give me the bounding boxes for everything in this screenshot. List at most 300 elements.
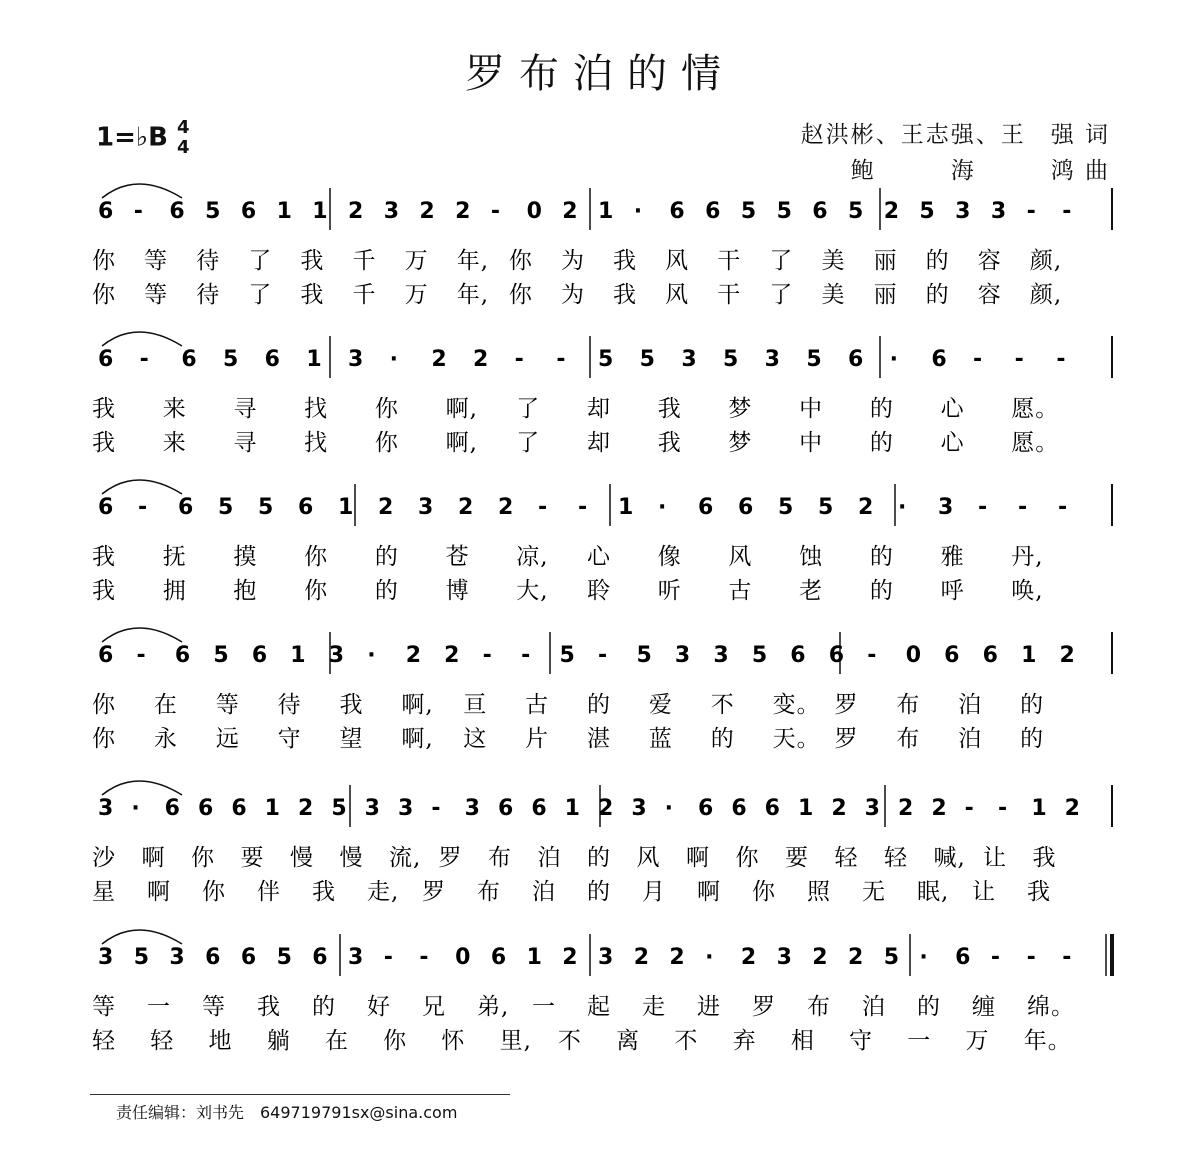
lyric-syllable: 罗 bbox=[752, 994, 776, 1020]
note: 6 bbox=[98, 347, 114, 372]
note: 2 bbox=[348, 199, 364, 224]
note: 2 bbox=[931, 796, 947, 821]
lyric-syllable: 轻 bbox=[884, 845, 908, 871]
note: - bbox=[138, 495, 148, 520]
slur bbox=[102, 480, 182, 494]
lyric-syllable: 等 bbox=[144, 248, 169, 274]
note: - bbox=[1026, 945, 1036, 970]
lyric-syllable: 等 bbox=[202, 994, 226, 1020]
lyric-syllable: 你 bbox=[92, 282, 116, 308]
lyric-syllable: 守 bbox=[277, 726, 302, 752]
note: 2 bbox=[378, 495, 394, 520]
lyric-syllable: 万 bbox=[404, 248, 429, 274]
lyric-syllable: 的 bbox=[1020, 692, 1045, 718]
note: - bbox=[383, 945, 393, 970]
lyric-syllable: 博 bbox=[445, 578, 470, 604]
note: 2 bbox=[848, 945, 864, 970]
note: 5 bbox=[205, 199, 221, 224]
lyric-syllable: 啊 bbox=[697, 879, 721, 905]
lyric-syllable: 美 bbox=[821, 282, 846, 308]
note: 6 bbox=[251, 643, 268, 668]
lyric-syllable: 你 bbox=[92, 726, 116, 752]
note: 3 bbox=[713, 643, 729, 668]
note: 6 bbox=[764, 796, 780, 821]
note: 5 bbox=[639, 347, 655, 372]
footer-editor: 责任编辑：刘书先 649719791sx@sina.com bbox=[116, 1103, 458, 1122]
note: 3 bbox=[598, 945, 614, 970]
lyric-syllable: 待 bbox=[277, 692, 302, 718]
lyric-syllable: 啊, bbox=[445, 430, 478, 456]
lyric-syllable: 走, bbox=[367, 879, 400, 905]
lyric-syllable: 永 bbox=[153, 726, 178, 752]
note: 5 bbox=[806, 347, 822, 372]
lyric-syllable: 一 bbox=[147, 994, 171, 1020]
lyric-syllable: 啊 bbox=[686, 845, 710, 871]
lyric-syllable: 让 bbox=[983, 845, 1007, 871]
note: 5 bbox=[751, 643, 768, 668]
note: - bbox=[514, 347, 524, 372]
lyric-syllable: 这 bbox=[463, 726, 488, 752]
note: 3 bbox=[348, 347, 364, 372]
note: 2 bbox=[562, 199, 578, 224]
note: - bbox=[431, 796, 441, 821]
lyric-syllable: 为 bbox=[560, 248, 585, 274]
note: 2 bbox=[298, 796, 314, 821]
note: - bbox=[1058, 495, 1068, 520]
note: 3 bbox=[764, 347, 780, 372]
note: - bbox=[978, 495, 988, 520]
note: - bbox=[1056, 347, 1066, 372]
lyric-syllable: 流, bbox=[389, 845, 422, 871]
note: 5 bbox=[848, 199, 864, 224]
slur bbox=[102, 184, 182, 198]
note: - bbox=[998, 796, 1008, 821]
note: 5 bbox=[276, 945, 292, 970]
note: 6 bbox=[181, 347, 197, 372]
meter-denominator: 4 bbox=[177, 137, 190, 158]
note: 5 bbox=[723, 347, 739, 372]
lyric-syllable: 雅 bbox=[940, 544, 965, 570]
note: 6 bbox=[731, 796, 747, 821]
lyric-syllable: 轻 bbox=[92, 1028, 116, 1054]
lyric-syllable: 聆 bbox=[587, 578, 611, 604]
lyric-syllable: 躺 bbox=[266, 1028, 291, 1054]
lyric-syllable: 啊 bbox=[141, 845, 166, 871]
lyric-syllable: 离 bbox=[616, 1028, 641, 1054]
lyric-syllable: 我 bbox=[339, 692, 364, 718]
note: - bbox=[1062, 945, 1072, 970]
lyric-syllable: 了 bbox=[248, 248, 273, 274]
note: - bbox=[990, 945, 1000, 970]
lyric-syllable: 眠, bbox=[917, 879, 950, 905]
note: 2 bbox=[669, 945, 685, 970]
lyric-syllable: 中 bbox=[799, 430, 824, 456]
lyric-syllable: 的 bbox=[925, 248, 950, 274]
note: 2 bbox=[458, 495, 474, 520]
note: 3 bbox=[169, 945, 185, 970]
lyric-syllable: 你 bbox=[508, 282, 533, 308]
composer-credit: 鲍 海 鸿 曲 bbox=[850, 158, 1110, 184]
lyric-syllable: 弃 bbox=[732, 1028, 757, 1054]
lyric-syllable: 泊 bbox=[862, 994, 886, 1020]
lyric-syllable: 梦 bbox=[728, 430, 753, 456]
lyric-syllable: 我 bbox=[312, 879, 336, 905]
note: 0 bbox=[905, 643, 922, 668]
lyric-syllable: 兄 bbox=[422, 994, 446, 1020]
note: 6 bbox=[738, 495, 754, 520]
lyric-syllable: 不 bbox=[710, 692, 735, 718]
note: 3 bbox=[938, 495, 954, 520]
note: 5 bbox=[740, 199, 757, 224]
note: 2 bbox=[633, 945, 650, 970]
note: 6 bbox=[490, 945, 507, 970]
note: 5 bbox=[559, 643, 575, 668]
lyricist-credit: 赵洪彬、王志强、王 强 词 bbox=[800, 122, 1110, 148]
note: 1 bbox=[264, 796, 280, 821]
lyric-syllable: 你 bbox=[92, 248, 116, 274]
lyric-syllable: 罗 bbox=[438, 845, 463, 871]
lyric-syllable: 泊 bbox=[958, 692, 983, 718]
lyric-syllable: 片 bbox=[525, 726, 550, 752]
note: 1 bbox=[598, 199, 614, 224]
lyric-syllable: 年, bbox=[456, 248, 490, 274]
lyric-syllable: 风 bbox=[636, 845, 661, 871]
lyric-syllable: 风 bbox=[665, 248, 690, 274]
lyric-syllable: 星 bbox=[92, 879, 116, 905]
lyric-syllable: 为 bbox=[560, 282, 585, 308]
lyric-syllable: 伴 bbox=[257, 879, 281, 905]
note: 3 bbox=[418, 495, 434, 520]
note: 2 bbox=[1059, 643, 1075, 668]
note: - bbox=[538, 495, 548, 520]
lyric-syllable: 你 bbox=[735, 845, 760, 871]
note: 2 bbox=[473, 347, 489, 372]
slur bbox=[102, 781, 182, 795]
note: 5 bbox=[776, 199, 792, 224]
lyric-syllable: 你 bbox=[374, 430, 399, 456]
lyric-syllable: 丽 bbox=[873, 248, 898, 274]
lyric-syllable: 我 bbox=[300, 248, 325, 274]
lyric-syllable: 风 bbox=[665, 282, 690, 308]
lyric-syllable: 来 bbox=[162, 396, 187, 422]
note: 1 bbox=[290, 643, 306, 668]
lyric-syllable: 抚 bbox=[162, 544, 187, 570]
note: 6 bbox=[790, 643, 806, 668]
lyric-syllable: 让 bbox=[972, 879, 996, 905]
lyric-syllable: 我 bbox=[92, 396, 116, 422]
lyric-syllable: 的 bbox=[869, 544, 894, 570]
lyric-syllable: 远 bbox=[215, 726, 240, 752]
lyric-syllable: 守 bbox=[849, 1028, 874, 1054]
lyric-syllable: 老 bbox=[799, 578, 824, 604]
note: 6 bbox=[178, 495, 194, 520]
lyric-syllable: 地 bbox=[208, 1028, 233, 1054]
lyric-syllable: 的 bbox=[587, 845, 611, 871]
note: 3 bbox=[681, 347, 697, 372]
lyric-syllable: 变。 bbox=[772, 692, 821, 718]
lyric-syllable: 我 bbox=[92, 544, 116, 570]
note: 2 bbox=[883, 199, 900, 224]
lyric-syllable: 呼 bbox=[940, 578, 965, 604]
lyric-syllable: 你 bbox=[304, 544, 329, 570]
lyric-syllable: 容 bbox=[977, 248, 1002, 274]
lyric-syllable: 罗 bbox=[422, 879, 446, 905]
note: 6 bbox=[98, 495, 114, 520]
lyric-syllable: 啊 bbox=[147, 879, 171, 905]
lyric-syllable: 起 bbox=[587, 994, 611, 1020]
note: 6 bbox=[812, 199, 828, 224]
note: 2 bbox=[405, 643, 422, 668]
note: - bbox=[867, 643, 877, 668]
note: · bbox=[889, 347, 899, 372]
note: 6 bbox=[955, 945, 971, 970]
lyric-syllable: 不 bbox=[674, 1028, 699, 1054]
lyric-syllable: 容 bbox=[977, 282, 1002, 308]
note: 3 bbox=[955, 199, 971, 224]
lyric-syllable: 苍 bbox=[445, 544, 470, 570]
note: 6 bbox=[828, 643, 845, 668]
note: 3 bbox=[383, 199, 400, 224]
note: 3 bbox=[98, 945, 114, 970]
lyric-syllable: 的 bbox=[917, 994, 941, 1020]
lyric-syllable: 我 bbox=[300, 282, 325, 308]
note: 5 bbox=[218, 495, 234, 520]
lyric-syllable: 罗 bbox=[834, 692, 859, 718]
note: 1 bbox=[312, 199, 328, 224]
lyric-syllable: 照 bbox=[807, 879, 831, 905]
note: · bbox=[705, 945, 714, 970]
lyric-syllable: 摸 bbox=[233, 544, 258, 570]
lyric-syllable: 心 bbox=[940, 396, 965, 422]
note: 6 bbox=[164, 796, 180, 821]
lyric-syllable: 的 bbox=[374, 544, 399, 570]
note: 5 bbox=[133, 945, 150, 970]
note: 5 bbox=[778, 495, 794, 520]
note: · bbox=[389, 347, 399, 372]
note: 1 bbox=[564, 796, 580, 821]
note: 6 bbox=[298, 495, 314, 520]
note: 2 bbox=[431, 347, 447, 372]
lyric-syllable: 在 bbox=[153, 692, 178, 718]
note: 3 bbox=[990, 199, 1007, 224]
note: - bbox=[598, 643, 608, 668]
note: 2 bbox=[444, 643, 460, 668]
note: 5 bbox=[258, 495, 274, 520]
lyric-syllable: 待 bbox=[196, 248, 221, 274]
lyric-syllable: 你 bbox=[374, 396, 399, 422]
lyric-syllable: 不 bbox=[557, 1028, 582, 1054]
lyric-syllable: 我 bbox=[92, 430, 116, 456]
note: 6 bbox=[698, 796, 714, 821]
note: · bbox=[658, 495, 667, 520]
lyric-syllable: 爱 bbox=[648, 692, 673, 718]
lyric-syllable: 年, bbox=[456, 282, 490, 308]
note: 5 bbox=[223, 347, 239, 372]
note: 5 bbox=[213, 643, 229, 668]
note: 6 bbox=[705, 199, 721, 224]
lyric-syllable: 了 bbox=[769, 282, 794, 308]
lyric-syllable: 唤, bbox=[1011, 578, 1044, 604]
note: - bbox=[1026, 199, 1036, 224]
lyric-syllable: 布 bbox=[477, 879, 501, 905]
lyric-syllable: 风 bbox=[728, 544, 753, 570]
lyric-syllable: 来 bbox=[162, 430, 187, 456]
lyric-syllable: 你 bbox=[92, 692, 116, 718]
note: 0 bbox=[526, 199, 542, 224]
lyric-syllable: 凉, bbox=[516, 544, 549, 570]
note: 5 bbox=[883, 945, 900, 970]
note: - bbox=[1018, 495, 1028, 520]
lyric-syllable: 等 bbox=[144, 282, 169, 308]
lyric-syllable: 我 bbox=[657, 430, 682, 456]
lyric-syllable: 轻 bbox=[150, 1028, 175, 1054]
lyric-syllable: 却 bbox=[587, 430, 611, 456]
lyric-syllable: 布 bbox=[807, 994, 831, 1020]
lyric-syllable: 你 bbox=[202, 879, 226, 905]
lyric-syllable: 慢 bbox=[290, 845, 314, 871]
lyric-syllable: 啊, bbox=[445, 396, 478, 422]
note: - bbox=[973, 347, 983, 372]
lyric-syllable: 的 bbox=[587, 879, 611, 905]
lyric-syllable: 进 bbox=[697, 994, 721, 1020]
footer-divider bbox=[90, 1094, 510, 1095]
lyric-syllable: 年。 bbox=[1023, 1028, 1072, 1054]
lyric-syllable: 听 bbox=[657, 578, 682, 604]
lyric-syllable: 月 bbox=[642, 879, 666, 905]
lyric-syllable: 一 bbox=[907, 1028, 932, 1054]
lyric-syllable: 我 bbox=[657, 396, 682, 422]
lyric-syllable: 千 bbox=[352, 248, 377, 274]
note: 2 bbox=[858, 495, 874, 520]
note: 6 bbox=[240, 199, 257, 224]
lyric-syllable: 等 bbox=[92, 994, 116, 1020]
lyric-syllable: 我 bbox=[1032, 845, 1057, 871]
note: 6 bbox=[205, 945, 221, 970]
note: 6 bbox=[698, 495, 714, 520]
lyric-syllable: 心 bbox=[940, 430, 965, 456]
lyric-syllable: 的 bbox=[312, 994, 336, 1020]
song-title: 罗布泊的情 bbox=[465, 51, 735, 97]
note: 6 bbox=[848, 347, 864, 372]
note: 5 bbox=[598, 347, 614, 372]
note: 6 bbox=[198, 796, 214, 821]
lyric-syllable: 啊, bbox=[401, 726, 434, 752]
lyric-syllable: 颜, bbox=[1029, 248, 1063, 274]
lyric-syllable: 走 bbox=[642, 994, 666, 1020]
note: 6 bbox=[669, 199, 685, 224]
lyric-syllable: 怀 bbox=[441, 1028, 466, 1054]
note: 3 bbox=[776, 945, 792, 970]
note: 6 bbox=[982, 643, 998, 668]
note: 6 bbox=[312, 945, 328, 970]
lyric-syllable: 待 bbox=[196, 282, 221, 308]
note: - bbox=[556, 347, 566, 372]
note: 2 bbox=[598, 796, 614, 821]
lyric-syllable: 颜, bbox=[1029, 282, 1063, 308]
note: · bbox=[664, 796, 674, 821]
lyric-syllable: 干 bbox=[717, 282, 742, 308]
note: · bbox=[919, 945, 928, 970]
note: 2 bbox=[1064, 796, 1080, 821]
lyric-syllable: 在 bbox=[324, 1028, 349, 1054]
lyric-syllable: 找 bbox=[304, 430, 329, 456]
lyric-syllable: 泊 bbox=[537, 845, 562, 871]
lyric-syllable: 天。 bbox=[772, 726, 821, 752]
lyric-syllable: 亘 bbox=[463, 692, 488, 718]
lyric-syllable: 像 bbox=[657, 544, 682, 570]
note: 2 bbox=[455, 199, 471, 224]
lyric-syllable: 蚀 bbox=[799, 544, 824, 570]
note: 3 bbox=[98, 796, 114, 821]
note: - bbox=[139, 347, 149, 372]
note: 6 bbox=[531, 796, 547, 821]
note: 1 bbox=[618, 495, 634, 520]
lyric-syllable: 啊, bbox=[401, 692, 434, 718]
note: 6 bbox=[98, 199, 114, 224]
note: · bbox=[633, 199, 643, 224]
lyric-syllable: 千 bbox=[352, 282, 377, 308]
note: 3 bbox=[674, 643, 691, 668]
lyric-syllable: 的 bbox=[1020, 726, 1045, 752]
note: 3 bbox=[364, 796, 380, 821]
lyric-syllable: 的 bbox=[587, 692, 611, 718]
lyric-syllable: 蓝 bbox=[648, 726, 673, 752]
lyric-syllable: 你 bbox=[508, 248, 533, 274]
note: 3 bbox=[864, 796, 880, 821]
lyric-syllable: 愿。 bbox=[1011, 430, 1060, 456]
slur bbox=[102, 332, 182, 346]
note: 3 bbox=[348, 945, 364, 970]
lyric-syllable: 湛 bbox=[587, 726, 611, 752]
lyric-syllable: 寻 bbox=[233, 430, 258, 456]
lyric-syllable: 你 bbox=[752, 879, 776, 905]
lyric-syllable: 的 bbox=[925, 282, 950, 308]
lyric-syllable: 好 bbox=[367, 994, 391, 1020]
lyric-syllable: 望 bbox=[339, 726, 364, 752]
lyric-syllable: 心 bbox=[587, 544, 611, 570]
note: 2 bbox=[812, 945, 828, 970]
note: · bbox=[367, 643, 376, 668]
lyric-syllable: 的 bbox=[710, 726, 735, 752]
lyric-syllable: 中 bbox=[799, 396, 824, 422]
key-label: 1=♭B bbox=[96, 122, 168, 153]
note: 1 bbox=[276, 199, 292, 224]
lyric-syllable: 的 bbox=[869, 578, 894, 604]
lyric-syllable: 沙 bbox=[92, 845, 116, 871]
lyric-syllable: 要 bbox=[240, 845, 265, 871]
note: - bbox=[964, 796, 974, 821]
note: 6 bbox=[944, 643, 960, 668]
note: 2 bbox=[740, 945, 757, 970]
lyric-syllable: 却 bbox=[587, 396, 611, 422]
lyric-syllable: 了 bbox=[516, 430, 541, 456]
lyric-syllable: 你 bbox=[191, 845, 215, 871]
note: - bbox=[1062, 199, 1072, 224]
lyric-syllable: 我 bbox=[257, 994, 281, 1020]
note: 1 bbox=[526, 945, 542, 970]
note: 6 bbox=[174, 643, 191, 668]
lyric-syllable: 你 bbox=[304, 578, 329, 604]
lyric-syllable: 相 bbox=[790, 1028, 815, 1054]
lyric-syllable: 无 bbox=[862, 879, 886, 905]
lyric-syllable: 弟, bbox=[477, 994, 510, 1020]
lyric-syllable: 绵。 bbox=[1027, 994, 1075, 1020]
note: 3 bbox=[464, 796, 480, 821]
note: 2 bbox=[831, 796, 847, 821]
lyric-syllable: 找 bbox=[304, 396, 329, 422]
lyric-syllable: 罗 bbox=[834, 726, 859, 752]
note: - bbox=[578, 495, 588, 520]
